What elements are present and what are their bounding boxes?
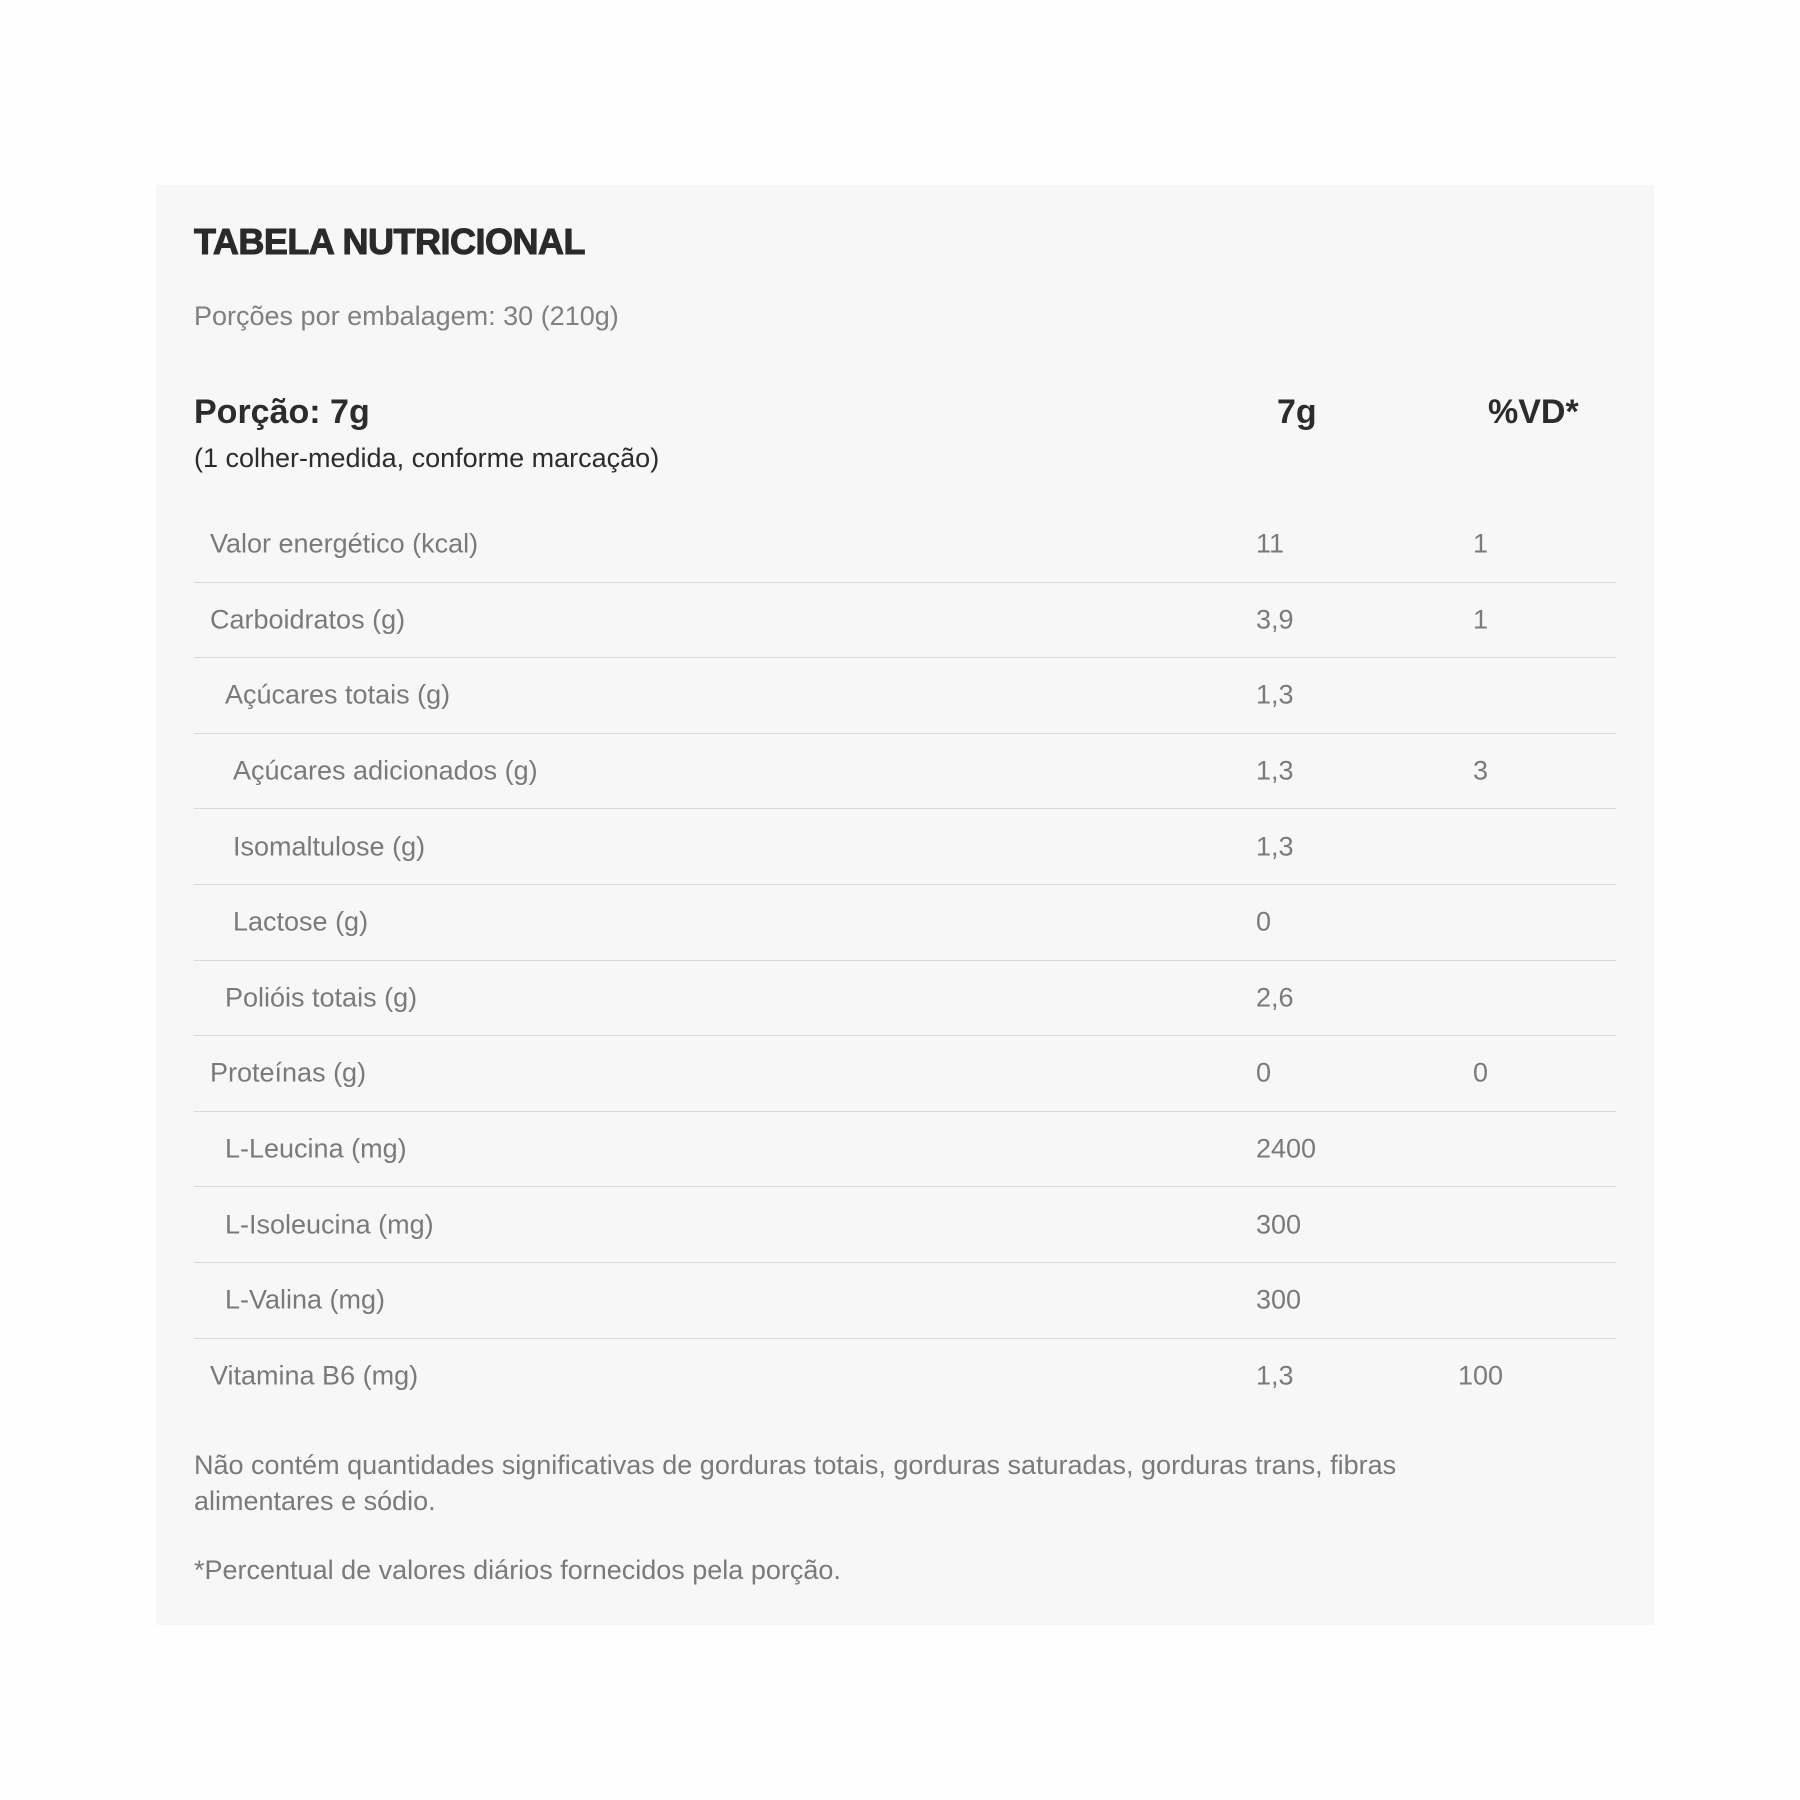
nutrient-amount: 1,3	[1256, 679, 1294, 710]
nutrient-amount: 2400	[1256, 1133, 1317, 1164]
portion-label: Porção: 7g	[194, 393, 370, 431]
amount-column-header: 7g	[1277, 393, 1317, 431]
table-row	[194, 507, 1616, 583]
nutrient-amount: 1,3	[1256, 755, 1294, 786]
table-row	[194, 809, 1616, 885]
nutrient-amount: 0	[1256, 906, 1272, 937]
nutrient-amount: 1,3	[1256, 831, 1294, 862]
table-row	[194, 583, 1616, 659]
nutrient-name: Açúcares totais (g)	[225, 679, 451, 710]
nutrient-amount: 300	[1256, 1209, 1302, 1240]
nutrient-vd: 0	[1472, 1057, 1489, 1088]
vd-footnote: *Percentual de valores diários fornecidos pela porção.	[194, 1555, 841, 1585]
nutrient-vd: 1	[1472, 528, 1489, 559]
vd-column-header: %VD*	[1488, 393, 1579, 431]
table-row	[194, 1263, 1616, 1339]
portion-header	[194, 393, 1616, 483]
nutrient-amount: 300	[1256, 1284, 1302, 1315]
table-title: TABELA NUTRICIONAL	[194, 221, 585, 262]
nutrient-name: L-Valina (mg)	[225, 1284, 386, 1315]
nutrient-amount: 1,3	[1256, 1360, 1294, 1391]
nutrient-amount: 3,9	[1256, 604, 1294, 635]
nutrition-table-panel	[156, 185, 1654, 1625]
table-row	[194, 658, 1616, 734]
nutrient-name: Isomaltulose (g)	[233, 831, 426, 862]
nutrient-amount: 2,6	[1256, 982, 1294, 1013]
nutrient-name: L-Leucina (mg)	[225, 1133, 407, 1164]
not-significant-note: Não contém quantidades significativas de gorduras totais, gorduras saturadas, gorduras trans, fibras alimentares e sódio.	[194, 1450, 1397, 1516]
nutrient-amount: 11	[1256, 528, 1285, 559]
nutrient-vd: 100	[1457, 1360, 1504, 1391]
table-row	[194, 1187, 1616, 1263]
nutrient-name: Proteínas (g)	[210, 1057, 367, 1088]
nutrient-name: Valor energético (kcal)	[210, 528, 479, 559]
table-row	[194, 1339, 1616, 1415]
nutrient-name: L-Isoleucina (mg)	[225, 1209, 434, 1240]
nutrient-vd: 1	[1472, 604, 1489, 635]
nutrient-name: Polióis totais (g)	[225, 982, 418, 1013]
nutrient-amount: 0	[1256, 1057, 1272, 1088]
portion-description: (1 colher-medida, conforme marcação)	[194, 443, 660, 473]
table-row	[194, 1112, 1616, 1188]
table-row	[194, 961, 1616, 1037]
table-row	[194, 734, 1616, 810]
servings-per-package: Porções por embalagem: 30 (210g)	[194, 301, 619, 331]
table-row	[194, 885, 1616, 961]
nutrient-name: Lactose (g)	[233, 906, 369, 937]
nutrient-rows	[194, 507, 1616, 1414]
nutrient-name: Vitamina B6 (mg)	[210, 1360, 419, 1391]
nutrient-name: Carboidratos (g)	[210, 604, 406, 635]
nutrient-name: Açúcares adicionados (g)	[233, 755, 538, 786]
nutrient-vd: 3	[1472, 755, 1489, 786]
table-row	[194, 1036, 1616, 1112]
